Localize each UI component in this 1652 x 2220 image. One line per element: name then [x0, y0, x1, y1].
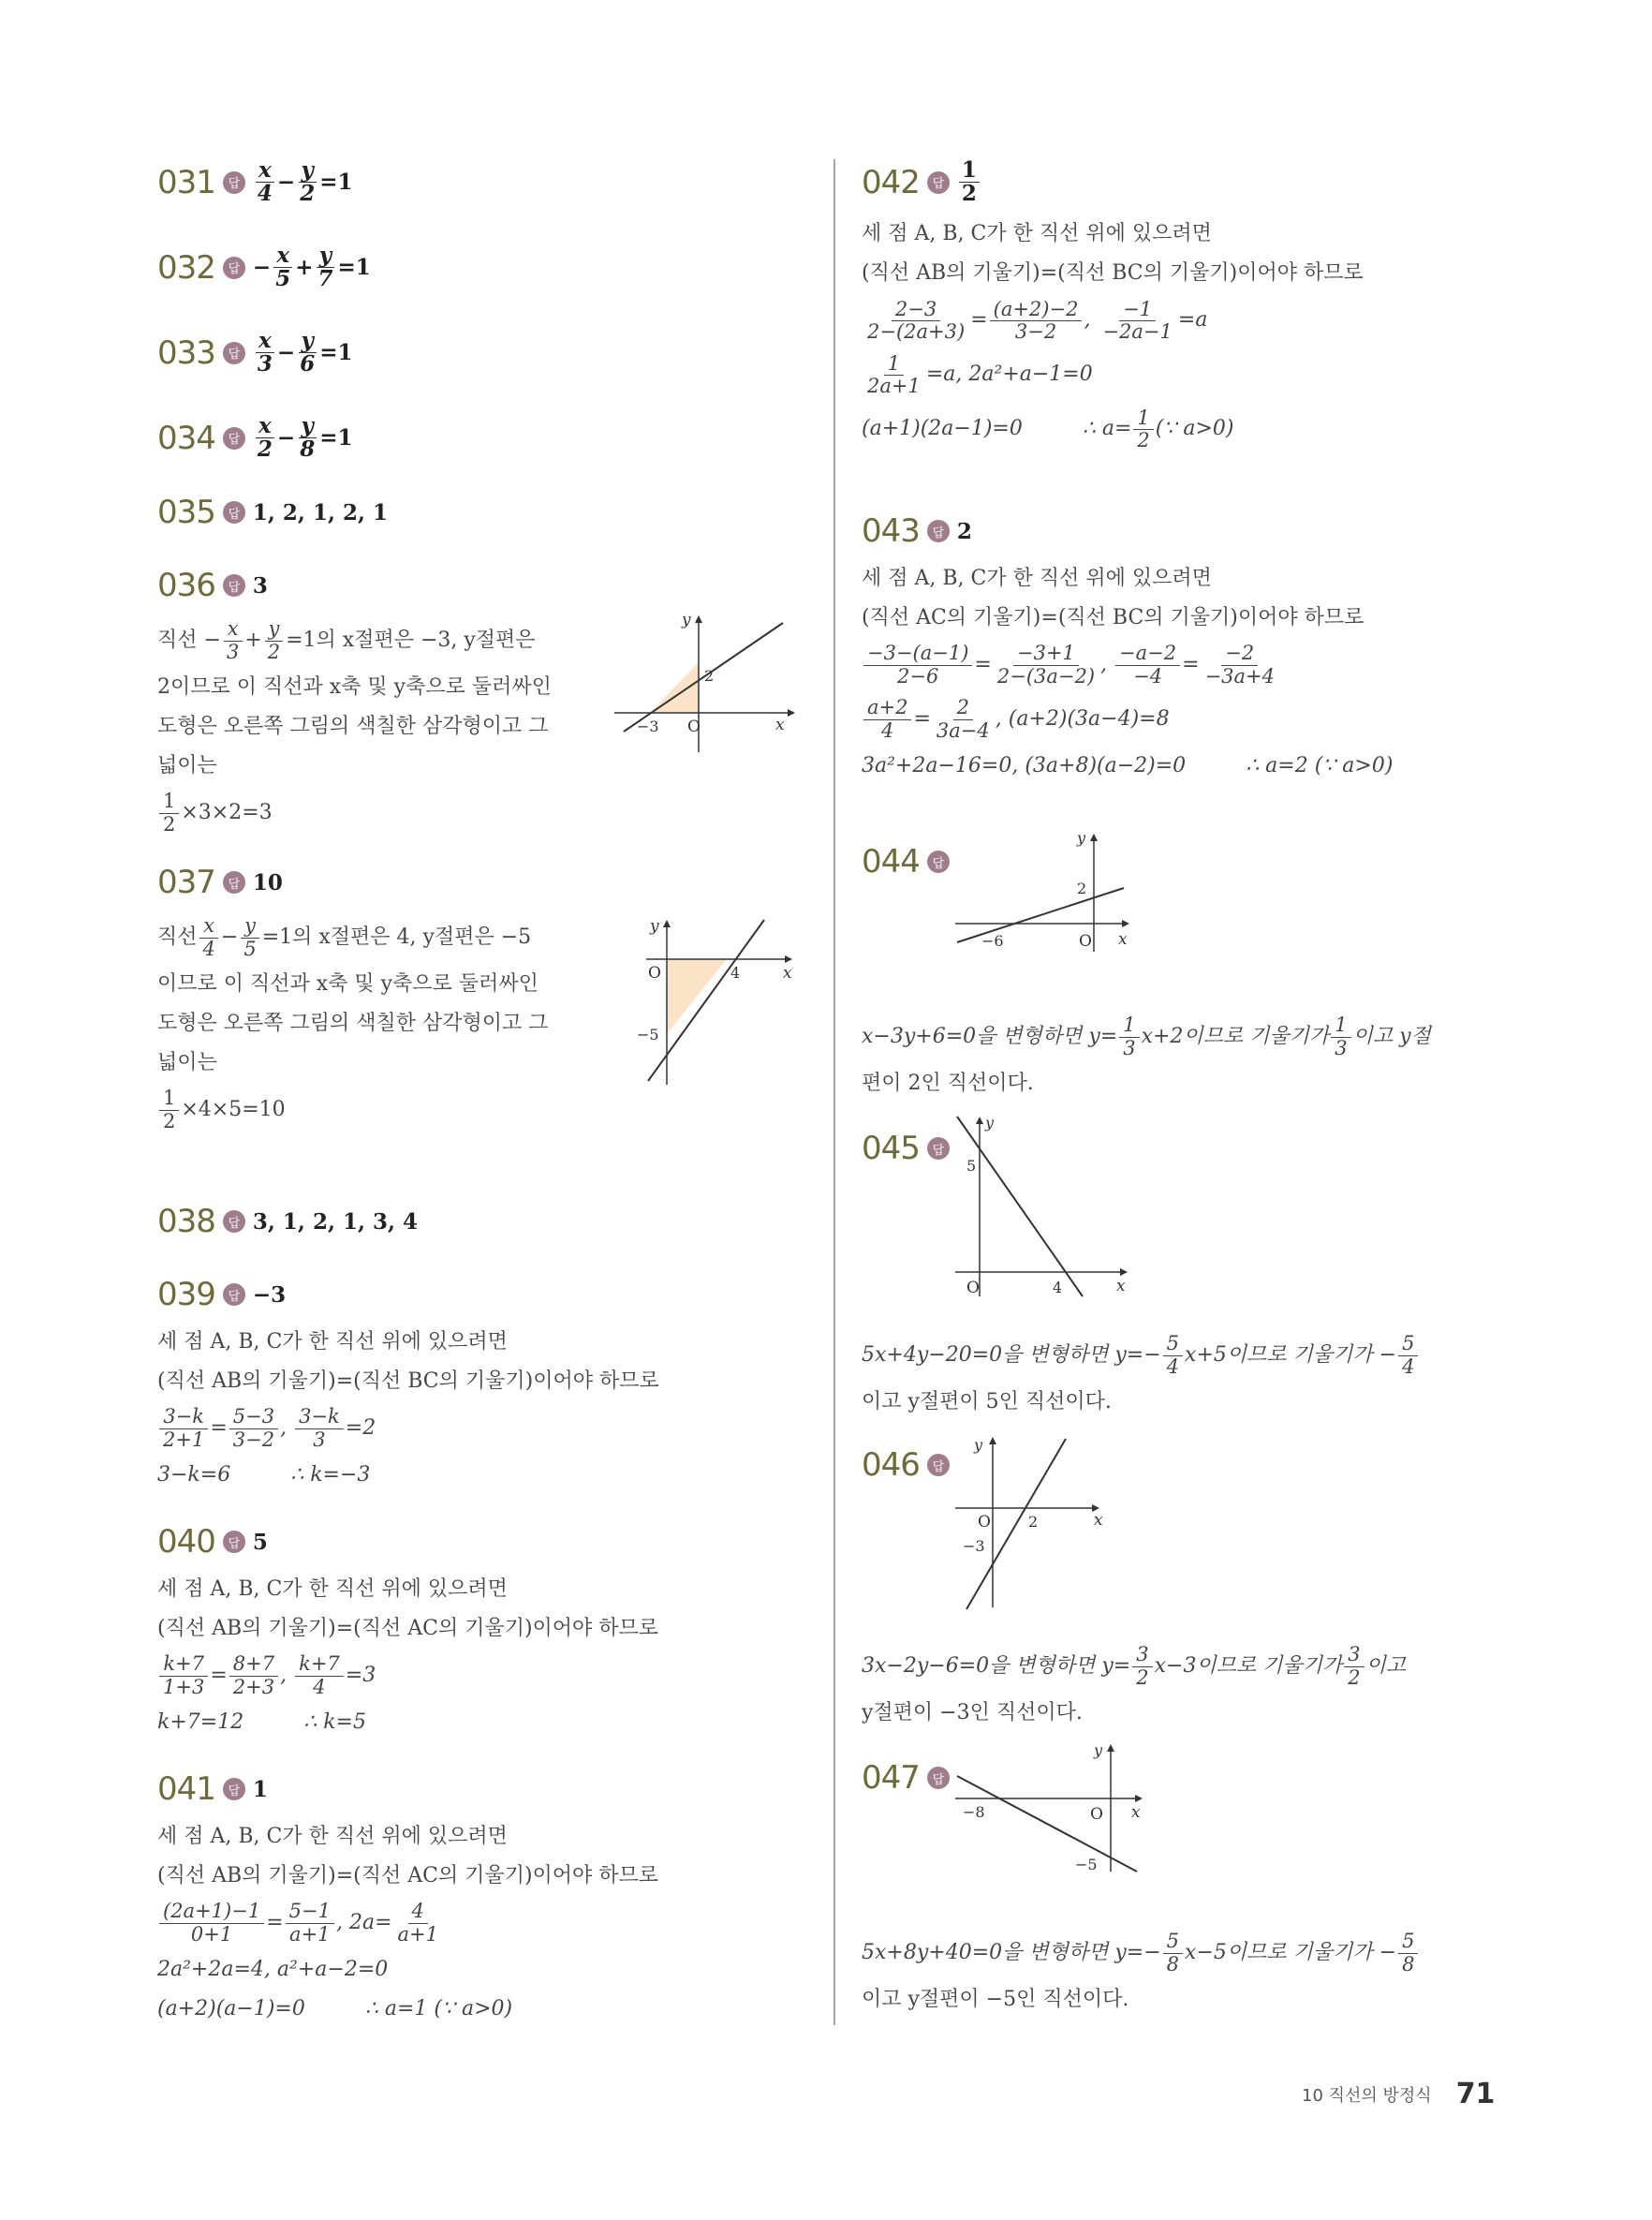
y-intercept-label: 5 — [966, 1157, 977, 1175]
answer-badge: 답 — [223, 501, 245, 524]
graph-line — [648, 920, 764, 1081]
y-intercept-label: −5 — [637, 1026, 659, 1043]
y-label: y — [985, 1114, 995, 1132]
problem-number: 033 — [157, 333, 215, 372]
problem-039 — [157, 1276, 659, 1495]
origin-label: O — [966, 1279, 980, 1297]
problem-042 — [862, 159, 1364, 456]
problem-046 — [862, 1436, 1536, 1733]
origin-label: O — [687, 718, 701, 736]
problem-031 — [157, 159, 353, 205]
problem-number: 034 — [157, 419, 215, 457]
page-footer — [1302, 2078, 1495, 2110]
answer: 10 — [252, 869, 283, 895]
x-label: x — [1116, 1277, 1126, 1295]
solution: 세 점 A, B, C가 한 직선 위에 있으려면 (직선 AB의 기울기)=(직선 AC의 기울기)이어야 하므로 $\frac{k+7}{1+3}$ = $\frac{8+7}{2+3}$ , $\frac{k+7}{4}$ =3 k+7=12 ∴ k=5 — [157, 1577, 659, 1734]
x-label: x — [1131, 1803, 1141, 1822]
x-intercept-label: 2 — [1028, 1513, 1039, 1531]
x-label: x — [775, 716, 785, 734]
graph-045 — [955, 1113, 1143, 1300]
problem-043 — [862, 512, 1393, 786]
problem-041 — [157, 1770, 658, 2029]
answer: $\frac{x}{4}$ − $\frac{y}{2}$ =1 — [257, 157, 353, 207]
solution: 5x+8y+40=0을 변형하면 y=− $\frac{5}{8}$ x−5이므로 기울기가 − $\frac{5}{8}$ 이고 y절편이 −5인 직선이다. — [862, 1926, 1536, 2020]
x-intercept-label: −6 — [981, 932, 1004, 950]
y-label: y — [1077, 830, 1086, 847]
answer-badge: 답 — [927, 171, 950, 194]
problem-number: 031 — [157, 163, 215, 201]
problem-number: 042 — [862, 163, 920, 201]
problem-number: 039 — [157, 1276, 215, 1313]
solution: 직선 − $\frac{x}{3}$ + $\frac{y}{2}$ =1의 x절편은 −3, y절편은 2이므로 이 직선과 x축 및 y축으로 둘러싸인 도형은 오른쪽 그림의 색칠한 삼각형이고 그 넓이는 $\frac{1}{2}$ ×3×2=3 — [157, 617, 552, 836]
y-intercept-label: 2 — [1077, 880, 1087, 897]
solution: 세 점 A, B, C가 한 직선 위에 있으려면 (직선 AB의 기울기)=(직선 BC의 기울기)이어야 하므로 $\frac{3-k}{2+1}$ = $\frac{5-3}{3-2}$ , $\frac{3-k}{3}$ =2 3−k=6 ∴ k=−3 — [157, 1330, 659, 1487]
x-intercept-label: −8 — [963, 1803, 985, 1821]
solution: 세 점 A, B, C가 한 직선 위에 있으려면 (직선 AB의 기울기)=(직선 BC의 기울기)이어야 하므로 $\frac{2-3}{2-(2a+3)}$ = $\frac{(a+2)-2}{3-2}$ , $\frac{-1}{-2a-1}$ =a $\frac{1}{2a+1}$ =a, 2a²+a−1=0 (a+1)(2a−1)=0 ∴ a= $\frac{1}{2}$ (∵ a>0) — [862, 222, 1364, 451]
answer-badge: 답 — [223, 427, 245, 450]
problem-number: 040 — [157, 1523, 215, 1561]
answer-badge: 답 — [927, 851, 950, 873]
y-label: y — [650, 917, 659, 936]
problem-045 — [862, 1114, 1536, 1422]
graph-line — [624, 623, 783, 732]
problem-number: 038 — [157, 1203, 215, 1240]
y-label: y — [682, 614, 691, 629]
answer: 5 — [252, 1529, 268, 1555]
x-label: x — [1094, 1511, 1103, 1530]
graph-036 — [614, 614, 802, 754]
answer: $\frac{x}{2}$ − $\frac{y}{8}$ =1 — [257, 413, 353, 463]
answer-badge: 답 — [223, 871, 245, 894]
y-axis-arrow-icon — [989, 1437, 996, 1444]
y-intercept-label: 2 — [704, 667, 715, 685]
problem-number: 043 — [862, 512, 920, 550]
answer: 1, 2, 1, 2, 1 — [252, 499, 388, 525]
graph-047 — [955, 1740, 1152, 1881]
x-intercept-label: 4 — [1053, 1279, 1063, 1296]
problem-034 — [157, 415, 353, 461]
answer-badge: 답 — [223, 342, 245, 364]
answer-badge: 답 — [223, 1210, 245, 1233]
x-label: x — [1118, 930, 1128, 949]
y-axis-arrow-icon — [663, 920, 671, 927]
problem-038 — [157, 1203, 418, 1240]
x-axis-arrow-icon — [1135, 1795, 1143, 1802]
answer: 1 — [252, 1776, 268, 1802]
answer: 2 — [956, 518, 972, 544]
problem-037 — [157, 864, 813, 1137]
answer: $\frac{1}{2}$ — [957, 159, 981, 205]
y-intercept-label: −3 — [963, 1537, 985, 1555]
solution: 5x+4y−20=0을 변형하면 y=− $\frac{5}{4}$ x+5이므로 기울기가 − $\frac{5}{4}$ 이고 y절편이 5인 직선이다. — [862, 1328, 1536, 1422]
graph-046 — [955, 1433, 1124, 1621]
problem-number: 046 — [862, 1446, 920, 1484]
problem-033 — [157, 330, 353, 376]
problem-number: 032 — [157, 248, 215, 287]
x-axis-arrow-icon — [785, 955, 792, 963]
y-label: y — [974, 1436, 983, 1454]
problem-044 — [862, 830, 1536, 1103]
graph-037 — [633, 916, 802, 1094]
answer-badge: 답 — [927, 1767, 950, 1789]
problem-number: 045 — [862, 1130, 920, 1167]
shaded-triangle — [667, 959, 727, 1034]
chapter-title: 10 직선의 방정식 — [1302, 2085, 1432, 2106]
answer-badge: 답 — [223, 1531, 245, 1553]
graph-line — [957, 1117, 1083, 1296]
x-intercept-label: −3 — [637, 718, 659, 735]
answer: −3 — [252, 1281, 287, 1308]
x-intercept-label: 4 — [730, 964, 741, 982]
problem-number: 036 — [157, 567, 215, 604]
x-axis-arrow-icon — [1120, 1268, 1128, 1276]
y-label: y — [1094, 1741, 1103, 1759]
y-axis-arrow-icon — [1090, 834, 1098, 841]
y-axis-arrow-icon — [1107, 1744, 1114, 1752]
y-intercept-label: −5 — [1075, 1856, 1098, 1873]
origin-label: O — [1090, 1805, 1103, 1824]
problem-035 — [157, 494, 388, 531]
answer-badge: 답 — [223, 1778, 245, 1800]
answer-badge: 답 — [223, 1283, 245, 1306]
answer-badge: 답 — [223, 257, 245, 279]
solution: x−3y+6=0을 변형하면 y= $\frac{1}{3}$ x+2이므로 기울기가 1 3 이고 y절 편이 2인 직선이다. — [862, 1014, 1431, 1095]
problem-number: 037 — [157, 864, 215, 901]
page-number: 71 — [1455, 2078, 1496, 2110]
column-divider — [833, 159, 835, 2025]
y-axis-arrow-icon — [976, 1117, 983, 1124]
answer-badge: 답 — [223, 171, 245, 194]
x-axis-arrow-icon — [788, 709, 795, 717]
answer-badge: 답 — [927, 1454, 950, 1476]
answer: 3 — [252, 572, 268, 599]
y-axis-arrow-icon — [695, 615, 702, 623]
problem-number: 044 — [862, 843, 920, 881]
shaded-triangle — [650, 662, 699, 713]
graph-044 — [955, 830, 1143, 961]
answer-badge: 답 — [223, 574, 245, 597]
x-axis-arrow-icon — [1122, 920, 1129, 927]
problem-036 — [157, 567, 813, 840]
problem-number: 041 — [157, 1770, 215, 1808]
answer: $\frac{x}{3}$ − $\frac{y}{6}$ =1 — [257, 328, 353, 377]
origin-label: O — [978, 1513, 991, 1532]
answer: − $\frac{x}{5}$ + $\frac{y}{7}$ =1 — [252, 243, 371, 292]
problem-number: 035 — [157, 494, 215, 531]
answer: 3, 1, 2, 1, 3, 4 — [252, 1208, 418, 1235]
x-label: x — [783, 964, 792, 983]
origin-label: O — [648, 964, 661, 983]
problem-number: 047 — [862, 1759, 920, 1797]
solution: 세 점 A, B, C가 한 직선 위에 있으려면 (직선 AB의 기울기)=(직선 AC의 기울기)이어야 하므로 $\frac{(2a+1)-1}{0+1}$ = $\frac{5-1}{a+1}$ , 2a= $\frac{4}{a+1}$ 2a²+2a=4, a²+a−2=0 (a+2)(a−1)=0 ∴ a=1 (∵ a>0) — [157, 1825, 659, 2020]
solution: 3x−2y−6=0을 변형하면 y= $\frac{3}{2}$ x−3이므로 기울기가 3 2 이고 y절편이 −3인 직선이다. — [862, 1643, 1407, 1724]
problem-040 — [157, 1523, 658, 1742]
answer-badge: 답 — [927, 1137, 950, 1160]
problem-047 — [862, 1741, 1536, 2020]
problem-032 — [157, 244, 371, 290]
origin-label: O — [1079, 932, 1092, 951]
solution: 세 점 A, B, C가 한 직선 위에 있으려면 (직선 AC의 기울기)=(직선 BC의 기울기)이어야 하므로 $\frac{-3-(a-1)}{2-6}$ = $\frac{-3+1}{2-(3a-2)}$ , $\frac{-a-2}{-4}$ = $\frac{-2}{-3a+4}$ $\frac{a+2}{4}$ = $\frac{2}{3a-4}$ , (a+2)(3a−4)=8 3a²+2a−16=0, (3a+8)(a−2)=0 ∴ a=2 (∵ a>0) — [862, 567, 1394, 777]
graph-line — [957, 1776, 1137, 1872]
solution: 직선 x 4 − $\frac{y}{5}$ =1의 x절편은 4, y절편은 −5 이므로 이 직선과 x축 및 y축으로 둘러싸인 도형은 오른쪽 그림의 색칠한 삼각형이고 그 넓이는 $\frac{1}{2}$ ×4×5=10 — [157, 914, 549, 1132]
answer-badge: 답 — [927, 520, 950, 542]
